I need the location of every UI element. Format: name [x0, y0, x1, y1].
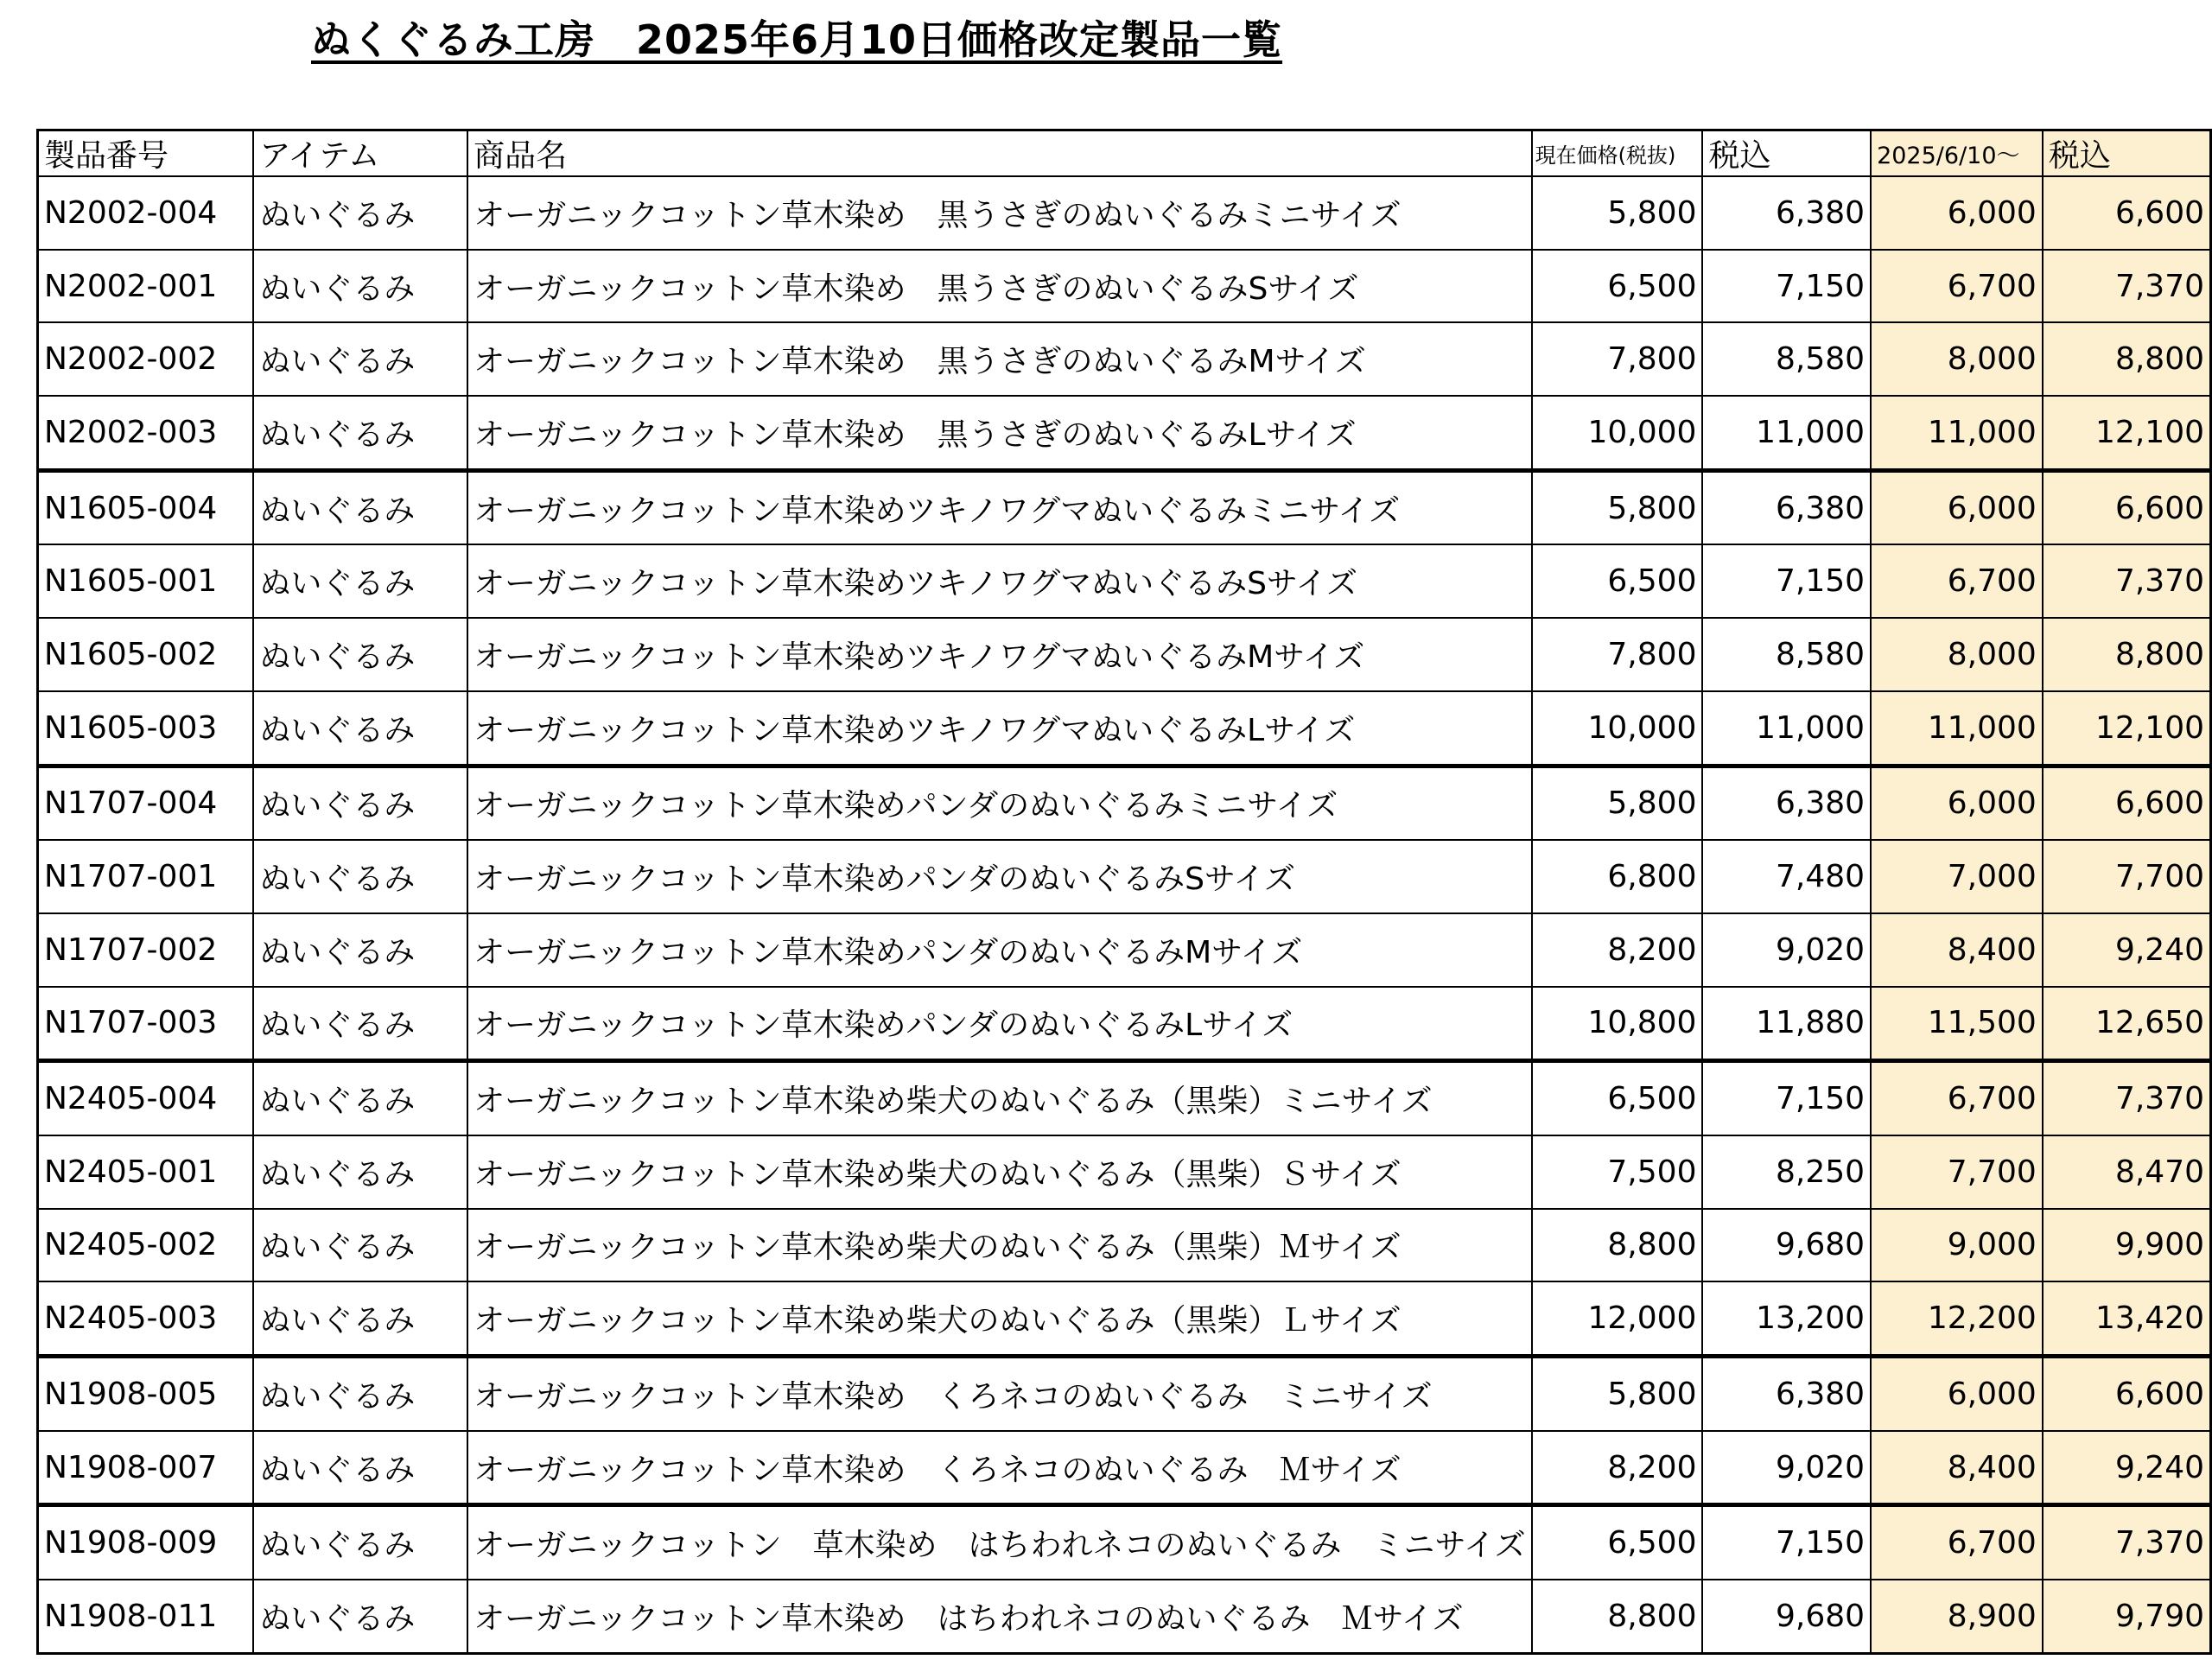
- new-price-cell: 8,400: [1871, 913, 2043, 987]
- product-no-cell: N2405-001: [38, 1135, 254, 1209]
- product-name-cell: オーガニックコットン草木染めパンダのぬいぐるみミニサイズ: [467, 766, 1532, 840]
- current-price-cell: 7,800: [1532, 322, 1703, 396]
- new-price-cell: 7,000: [1871, 840, 2043, 913]
- new-tax-included-cell: 6,600: [2043, 176, 2211, 250]
- product-no-cell: N1605-004: [38, 470, 254, 544]
- page-title: ぬくぐるみ工房 2025年6月10日価格改定製品一覧: [311, 16, 1283, 63]
- product-no-cell: N1707-004: [38, 766, 254, 840]
- table-row: [38, 1357, 2211, 1431]
- product-no-cell: N2002-002: [38, 322, 254, 396]
- product-name-cell: オーガニックコットン草木染め 黒うさぎのぬいぐるみLサイズ: [467, 396, 1532, 470]
- product-name-cell: オーガニックコットン草木染め 黒うさぎのぬいぐるみSサイズ: [467, 250, 1532, 323]
- current-price-cell: 7,800: [1532, 618, 1703, 691]
- product-no-cell: N1605-003: [38, 691, 254, 766]
- current-price-cell: 6,500: [1532, 250, 1703, 323]
- item-cell: ぬいぐるみ: [253, 840, 467, 913]
- product-no-cell: N1707-003: [38, 987, 254, 1061]
- header-name: 商品名: [467, 130, 1532, 177]
- product-no-cell: N2002-001: [38, 250, 254, 323]
- new-price-cell: 11,000: [1871, 691, 2043, 766]
- product-no-cell: N2405-003: [38, 1281, 254, 1356]
- current-price-cell: 8,200: [1532, 913, 1703, 987]
- header-row: [38, 130, 2211, 177]
- tax-included-cell: 11,000: [1702, 691, 1871, 766]
- product-name-cell: オーガニックコットン草木染め くろネコのぬいぐるみ Ｍサイズ: [467, 1431, 1532, 1505]
- table-row: [38, 840, 2211, 913]
- new-price-cell: 8,900: [1871, 1580, 2043, 1653]
- product-name-cell: オーガニックコットン草木染め 黒うさぎのぬいぐるみMサイズ: [467, 322, 1532, 396]
- product-name-cell: オーガニックコットン草木染め はちわれネコのぬいぐるみ Ｍサイズ: [467, 1580, 1532, 1653]
- item-cell: ぬいぐるみ: [253, 766, 467, 840]
- table-row: [38, 1281, 2211, 1356]
- tax-included-cell: 11,000: [1702, 396, 1871, 470]
- tax-included-cell: 11,880: [1702, 987, 1871, 1061]
- header-current-price: 現在価格(税抜): [1532, 130, 1703, 177]
- new-tax-included-cell: 7,370: [2043, 544, 2211, 618]
- product-no-cell: N1605-001: [38, 544, 254, 618]
- new-price-cell: 6,000: [1871, 176, 2043, 250]
- table-row: [38, 913, 2211, 987]
- item-cell: ぬいぐるみ: [253, 1580, 467, 1653]
- current-price-cell: 8,800: [1532, 1209, 1703, 1282]
- product-name-cell: オーガニックコットン草木染め柴犬のぬいぐるみ（黒柴）Ｓサイズ: [467, 1135, 1532, 1209]
- product-name-cell: オーガニックコットン草木染めツキノワグマぬいぐるみMサイズ: [467, 618, 1532, 691]
- current-price-cell: 10,000: [1532, 691, 1703, 766]
- item-cell: ぬいぐるみ: [253, 1357, 467, 1431]
- item-cell: ぬいぐるみ: [253, 913, 467, 987]
- tax-included-cell: 7,480: [1702, 840, 1871, 913]
- new-tax-included-cell: 6,600: [2043, 470, 2211, 544]
- new-price-cell: 6,700: [1871, 544, 2043, 618]
- item-cell: ぬいぐるみ: [253, 470, 467, 544]
- tax-included-cell: 8,580: [1702, 618, 1871, 691]
- current-price-cell: 6,800: [1532, 840, 1703, 913]
- new-tax-included-cell: 9,790: [2043, 1580, 2211, 1653]
- item-cell: ぬいぐるみ: [253, 1505, 467, 1580]
- new-tax-included-cell: 7,370: [2043, 250, 2211, 323]
- item-cell: ぬいぐるみ: [253, 322, 467, 396]
- header-new-date: 2025/6/10～: [1871, 130, 2043, 177]
- product-no-cell: N1908-009: [38, 1505, 254, 1580]
- new-tax-included-cell: 12,100: [2043, 396, 2211, 470]
- current-price-cell: 5,800: [1532, 176, 1703, 250]
- table-row: [38, 396, 2211, 470]
- tax-included-cell: 7,150: [1702, 1505, 1871, 1580]
- new-tax-included-cell: 7,370: [2043, 1505, 2211, 1580]
- tax-included-cell: 9,680: [1702, 1580, 1871, 1653]
- new-tax-included-cell: 12,650: [2043, 987, 2211, 1061]
- product-no-cell: N1605-002: [38, 618, 254, 691]
- new-tax-included-cell: 12,100: [2043, 691, 2211, 766]
- new-price-cell: 8,400: [1871, 1431, 2043, 1505]
- current-price-cell: 10,000: [1532, 396, 1703, 470]
- new-price-cell: 6,000: [1871, 766, 2043, 840]
- table-row: [38, 1580, 2211, 1653]
- new-price-cell: 6,700: [1871, 1505, 2043, 1580]
- new-price-cell: 6,000: [1871, 1357, 2043, 1431]
- table-row: [38, 1061, 2211, 1135]
- product-name-cell: オーガニックコットン草木染め柴犬のぬいぐるみ（黒柴）ミニサイズ: [467, 1061, 1532, 1135]
- item-cell: ぬいぐるみ: [253, 396, 467, 470]
- current-price-cell: 6,500: [1532, 544, 1703, 618]
- tax-included-cell: 7,150: [1702, 544, 1871, 618]
- header-tax-included: 税込: [1702, 130, 1871, 177]
- new-tax-included-cell: 9,240: [2043, 1431, 2211, 1505]
- new-tax-included-cell: 9,240: [2043, 913, 2211, 987]
- new-price-cell: 8,000: [1871, 322, 2043, 396]
- product-name-cell: オーガニックコットン草木染めパンダのぬいぐるみSサイズ: [467, 840, 1532, 913]
- current-price-cell: 8,200: [1532, 1431, 1703, 1505]
- tax-included-cell: 6,380: [1702, 470, 1871, 544]
- product-no-cell: N2002-003: [38, 396, 254, 470]
- product-name-cell: オーガニックコットン草木染め柴犬のぬいぐるみ（黒柴）Ｍサイズ: [467, 1209, 1532, 1282]
- table-row: [38, 618, 2211, 691]
- header-product-no: 製品番号: [38, 130, 254, 177]
- new-tax-included-cell: 8,470: [2043, 1135, 2211, 1209]
- product-name-cell: オーガニックコットン草木染めパンダのぬいぐるみMサイズ: [467, 913, 1532, 987]
- table-row: [38, 1135, 2211, 1209]
- tax-included-cell: 6,380: [1702, 766, 1871, 840]
- current-price-cell: 6,500: [1532, 1505, 1703, 1580]
- product-name-cell: オーガニックコットン草木染めツキノワグマぬいぐるみLサイズ: [467, 691, 1532, 766]
- product-name-cell: オーガニックコットン草木染め 黒うさぎのぬいぐるみミニサイズ: [467, 176, 1532, 250]
- product-no-cell: N1908-007: [38, 1431, 254, 1505]
- current-price-cell: 7,500: [1532, 1135, 1703, 1209]
- item-cell: ぬいぐるみ: [253, 1281, 467, 1356]
- new-tax-included-cell: 7,370: [2043, 1061, 2211, 1135]
- product-no-cell: N1908-005: [38, 1357, 254, 1431]
- table-row: [38, 691, 2211, 766]
- product-no-cell: N2002-004: [38, 176, 254, 250]
- new-tax-included-cell: 9,900: [2043, 1209, 2211, 1282]
- table-row: [38, 322, 2211, 396]
- new-price-cell: 11,500: [1871, 987, 2043, 1061]
- new-tax-included-cell: 6,600: [2043, 1357, 2211, 1431]
- new-tax-included-cell: 8,800: [2043, 618, 2211, 691]
- new-price-cell: 11,000: [1871, 396, 2043, 470]
- item-cell: ぬいぐるみ: [253, 618, 467, 691]
- product-name-cell: オーガニックコットン草木染めツキノワグマぬいぐるみミニサイズ: [467, 470, 1532, 544]
- new-tax-included-cell: 13,420: [2043, 1281, 2211, 1356]
- price-table: [36, 129, 2212, 1655]
- item-cell: ぬいぐるみ: [253, 691, 467, 766]
- item-cell: ぬいぐるみ: [253, 1061, 467, 1135]
- current-price-cell: 12,000: [1532, 1281, 1703, 1356]
- new-price-cell: 6,700: [1871, 250, 2043, 323]
- table-row: [38, 176, 2211, 250]
- current-price-cell: 5,800: [1532, 470, 1703, 544]
- header-new-tax-included: 税込: [2043, 130, 2211, 177]
- new-price-cell: 7,700: [1871, 1135, 2043, 1209]
- current-price-cell: 5,800: [1532, 766, 1703, 840]
- item-cell: ぬいぐるみ: [253, 1431, 467, 1505]
- product-no-cell: N1707-002: [38, 913, 254, 987]
- product-name-cell: オーガニックコットン草木染めパンダのぬいぐるみLサイズ: [467, 987, 1532, 1061]
- tax-included-cell: 6,380: [1702, 1357, 1871, 1431]
- item-cell: ぬいぐるみ: [253, 176, 467, 250]
- tax-included-cell: 9,680: [1702, 1209, 1871, 1282]
- table-row: [38, 250, 2211, 323]
- current-price-cell: 5,800: [1532, 1357, 1703, 1431]
- new-price-cell: 6,000: [1871, 470, 2043, 544]
- table-row: [38, 1209, 2211, 1282]
- table-row: [38, 987, 2211, 1061]
- item-cell: ぬいぐるみ: [253, 1209, 467, 1282]
- new-price-cell: 9,000: [1871, 1209, 2043, 1282]
- product-no-cell: N1908-011: [38, 1580, 254, 1653]
- product-name-cell: オーガニックコットン草木染めツキノワグマぬいぐるみSサイズ: [467, 544, 1532, 618]
- new-price-cell: 12,200: [1871, 1281, 2043, 1356]
- table-row: [38, 1505, 2211, 1580]
- tax-included-cell: 8,250: [1702, 1135, 1871, 1209]
- tax-included-cell: 7,150: [1702, 1061, 1871, 1135]
- new-price-cell: 8,000: [1871, 618, 2043, 691]
- tax-included-cell: 13,200: [1702, 1281, 1871, 1356]
- current-price-cell: 10,800: [1532, 987, 1703, 1061]
- product-no-cell: N1707-001: [38, 840, 254, 913]
- tax-included-cell: 8,580: [1702, 322, 1871, 396]
- item-cell: ぬいぐるみ: [253, 250, 467, 323]
- product-name-cell: オーガニックコットン草木染め柴犬のぬいぐるみ（黒柴）Ｌサイズ: [467, 1281, 1532, 1356]
- product-name-cell: オーガニックコットン 草木染め はちわれネコのぬいぐるみ ミニサイズ: [467, 1505, 1532, 1580]
- product-no-cell: N2405-002: [38, 1209, 254, 1282]
- header-item: アイテム: [253, 130, 467, 177]
- product-name-cell: オーガニックコットン草木染め くろネコのぬいぐるみ ミニサイズ: [467, 1357, 1532, 1431]
- new-tax-included-cell: 8,800: [2043, 322, 2211, 396]
- product-no-cell: N2405-004: [38, 1061, 254, 1135]
- item-cell: ぬいぐるみ: [253, 544, 467, 618]
- tax-included-cell: 9,020: [1702, 913, 1871, 987]
- current-price-cell: 6,500: [1532, 1061, 1703, 1135]
- tax-included-cell: 6,380: [1702, 176, 1871, 250]
- current-price-cell: 8,800: [1532, 1580, 1703, 1653]
- tax-included-cell: 7,150: [1702, 250, 1871, 323]
- new-tax-included-cell: 7,700: [2043, 840, 2211, 913]
- item-cell: ぬいぐるみ: [253, 987, 467, 1061]
- table-body: [38, 176, 2211, 1653]
- table-row: [38, 1431, 2211, 1505]
- table-row: [38, 544, 2211, 618]
- new-price-cell: 6,700: [1871, 1061, 2043, 1135]
- new-tax-included-cell: 6,600: [2043, 766, 2211, 840]
- table-row: [38, 470, 2211, 544]
- tax-included-cell: 9,020: [1702, 1431, 1871, 1505]
- table-row: [38, 766, 2211, 840]
- item-cell: ぬいぐるみ: [253, 1135, 467, 1209]
